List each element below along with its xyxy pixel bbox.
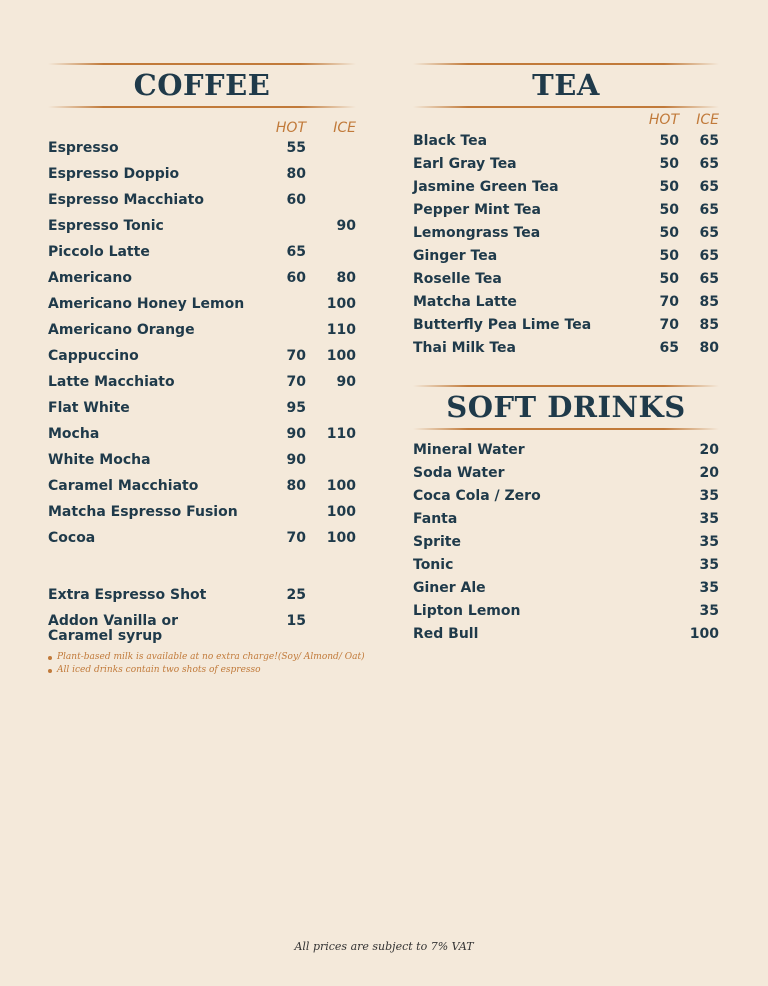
item-name: Americano Orange [48, 322, 195, 338]
item-name: Matcha Espresso Fusion [48, 504, 238, 520]
hot-price: 50 [659, 133, 679, 149]
soft-drinks-top-rule [413, 385, 719, 387]
item-name: Red Bull [413, 626, 479, 642]
item-name: Caramel Macchiato [48, 478, 199, 494]
item-name: Matcha Latte [413, 294, 517, 310]
ice-price: 85 [699, 294, 719, 310]
item-name-line1: Addon Vanilla or [48, 613, 179, 629]
price: 35 [699, 534, 719, 550]
tea-bottom-rule [413, 106, 719, 108]
menu-item [413, 202, 719, 222]
hot-price: 25 [286, 587, 306, 603]
ice-price: 110 [326, 426, 356, 442]
menu-item [413, 488, 719, 508]
coffee-list [48, 140, 356, 560]
menu-item [48, 530, 356, 550]
item-name: Americano Honey Lemon [48, 296, 245, 312]
item-name: Jasmine Green Tea [413, 179, 559, 195]
tea-list [413, 133, 719, 368]
vat-footer: All prices are subject to 7% VAT [294, 940, 474, 953]
menu-item [48, 348, 356, 368]
item-name: Latte Macchiato [48, 374, 175, 390]
hot-price: 90 [286, 452, 306, 468]
ice-price: 85 [699, 317, 719, 333]
price: 20 [699, 442, 719, 458]
price: 35 [699, 603, 719, 619]
hot-price: 55 [286, 140, 306, 156]
ice-price: 65 [699, 156, 719, 172]
ice-price: 80 [699, 340, 719, 356]
hot-price: 50 [659, 202, 679, 218]
extra-item [48, 613, 356, 647]
hot-price: 70 [659, 294, 679, 310]
item-name: Espresso [48, 140, 119, 156]
hot-price: 50 [659, 248, 679, 264]
menu-item [413, 603, 719, 623]
coffee-title: COFFEE [133, 68, 271, 102]
hot-price: 80 [286, 478, 306, 494]
hot-price: 70 [659, 317, 679, 333]
item-name: Fanta [413, 511, 458, 527]
price: 35 [699, 488, 719, 504]
menu-item [48, 218, 356, 238]
ice-price: 100 [326, 504, 356, 520]
menu-item [48, 426, 356, 446]
item-name: Extra Espresso Shot [48, 587, 207, 603]
item-name-line2: Caramel syrup [48, 628, 163, 644]
item-name: Cappuccino [48, 348, 139, 364]
ice-price: 65 [699, 179, 719, 195]
item-name: Espresso Doppio [48, 166, 180, 182]
item-name: Flat White [48, 400, 130, 416]
menu-item [413, 317, 719, 337]
menu-item [48, 140, 356, 160]
menu-item [48, 504, 356, 524]
item-name: Cocoa [48, 530, 96, 546]
item-name: Mocha [48, 426, 100, 442]
coffee-top-rule [48, 63, 356, 65]
note-iced-shots: All iced drinks contain two shots of espresso [48, 664, 368, 677]
item-name: Butterfly Pea Lime Tea [413, 317, 592, 333]
price: 35 [699, 557, 719, 573]
ice-price: 100 [326, 478, 356, 494]
hot-price: 50 [659, 225, 679, 241]
menu-item [413, 534, 719, 554]
item-name: Pepper Mint Tea [413, 202, 541, 218]
item-name: Sprite [413, 534, 461, 550]
coffee-notes [48, 651, 368, 677]
hot-price: 65 [286, 244, 306, 260]
soft-drinks-bottom-rule [413, 428, 719, 430]
menu-item [413, 511, 719, 531]
menu-item [413, 465, 719, 485]
price: 20 [699, 465, 719, 481]
ice-price: 65 [699, 202, 719, 218]
hot-price: 95 [286, 400, 306, 416]
ice-price: 80 [336, 270, 356, 286]
menu-item [48, 192, 356, 212]
hot-price: 65 [659, 340, 679, 356]
hot-price: 90 [286, 426, 306, 442]
item-name: Lemongrass Tea [413, 225, 541, 241]
item-name: Thai Milk Tea [413, 340, 516, 356]
item-name: White Mocha [48, 452, 151, 468]
menu-item [413, 557, 719, 577]
menu-item [48, 166, 356, 186]
item-name: Soda Water [413, 465, 505, 481]
menu-item [48, 400, 356, 420]
item-name: Tonic [413, 557, 454, 573]
tea-hot-header: HOT [648, 112, 679, 128]
ice-price: 110 [326, 322, 356, 338]
soft-drinks-list [413, 442, 719, 652]
hot-price: 50 [659, 179, 679, 195]
ice-price: 90 [336, 374, 356, 390]
hot-price: 60 [286, 270, 306, 286]
item-name: Mineral Water [413, 442, 525, 458]
ice-price: 90 [336, 218, 356, 234]
menu-item [413, 271, 719, 291]
hot-price: 70 [286, 374, 306, 390]
price: 100 [689, 626, 719, 642]
menu-item [413, 580, 719, 600]
menu-item [413, 340, 719, 360]
menu-item [48, 374, 356, 394]
hot-price: 70 [286, 530, 306, 546]
item-name: Lipton Lemon [413, 603, 521, 619]
note-plant-milk: Plant-based milk is available at no extra charge!(Soy/ Almond/ Oat) [48, 651, 368, 664]
menu-item [413, 294, 719, 314]
menu-item [48, 452, 356, 472]
hot-price: 50 [659, 156, 679, 172]
ice-price: 100 [326, 296, 356, 312]
tea-ice-header: ICE [696, 112, 719, 128]
menu-item [413, 248, 719, 268]
menu-item [413, 179, 719, 199]
menu-item [48, 244, 356, 264]
coffee-ice-header: ICE [333, 120, 356, 136]
extra-item [48, 587, 356, 607]
hot-price: 15 [286, 613, 306, 629]
item-name: Giner Ale [413, 580, 486, 596]
item-name: Espresso Tonic [48, 218, 164, 234]
ice-price: 100 [326, 348, 356, 364]
item-name: Americano [48, 270, 132, 286]
menu-item [413, 442, 719, 462]
price: 35 [699, 511, 719, 527]
hot-price: 70 [286, 348, 306, 364]
ice-price: 65 [699, 133, 719, 149]
item-name: Black Tea [413, 133, 488, 149]
tea-top-rule [413, 63, 719, 65]
menu-item [413, 626, 719, 646]
tea-title: TEA [532, 68, 600, 102]
item-name: Piccolo Latte [48, 244, 150, 260]
menu-item [413, 225, 719, 245]
menu-item [48, 270, 356, 290]
ice-price: 65 [699, 271, 719, 287]
menu-item [48, 296, 356, 316]
item-name: Espresso Macchiato [48, 192, 204, 208]
item-name: Roselle Tea [413, 271, 502, 287]
ice-price: 65 [699, 248, 719, 264]
menu-item [48, 322, 356, 342]
hot-price: 60 [286, 192, 306, 208]
ice-price: 100 [326, 530, 356, 546]
menu-item [413, 156, 719, 176]
item-name: Coca Cola / Zero [413, 488, 541, 504]
price: 35 [699, 580, 719, 596]
item-name: Ginger Tea [413, 248, 498, 264]
soft-drinks-title: SOFT DRINKS [446, 390, 686, 424]
item-name: Earl Gray Tea [413, 156, 517, 172]
coffee-hot-header: HOT [275, 120, 306, 136]
menu-item [48, 478, 356, 498]
hot-price: 80 [286, 166, 306, 182]
menu-item [413, 133, 719, 153]
hot-price: 50 [659, 271, 679, 287]
coffee-bottom-rule [48, 106, 356, 108]
ice-price: 65 [699, 225, 719, 241]
